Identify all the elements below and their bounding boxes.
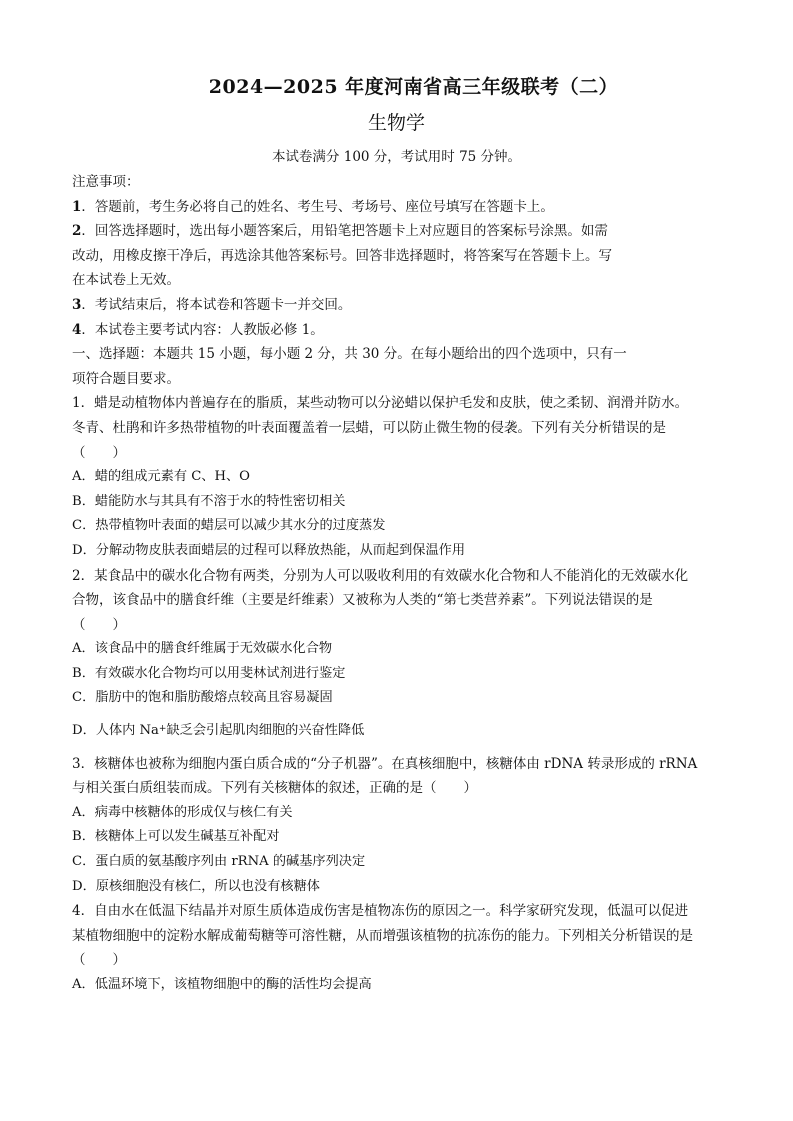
instruction-1-number: 1 bbox=[72, 198, 82, 215]
exam-note: 本试卷满分 100 分，考试用时 75 分钟。 bbox=[271, 149, 522, 165]
instruction-4-text: ．本试卷主要考试内容：人教版必修 1。 bbox=[81, 321, 324, 338]
section1-heading-line2: 项符合题目要求。 bbox=[72, 370, 180, 387]
instruction-2-text-line3: 在本试卷上无效。 bbox=[72, 272, 180, 289]
question-2-option-d bbox=[72, 719, 721, 744]
question-3-stem-line2: 与相关蛋白质组装而成。下列有关核糖体的叙述，正确的是（ ） bbox=[72, 780, 477, 797]
instruction-2-text-line2: 改动，用橡皮擦干净后，再选涂其他答案标号。回答非选择题时，将答案写在答题卡上。写 bbox=[72, 247, 612, 264]
question-3-option-c: C．蛋白质的氨基酸序列由 rRNA 的碱基序列决定 bbox=[72, 854, 366, 870]
question-3-option-a: A．病毒中核糖体的形成仅与核仁有关 bbox=[72, 804, 293, 820]
instruction-4 bbox=[72, 318, 721, 343]
instructions-heading: 注意事项： bbox=[72, 174, 140, 190]
instruction-3 bbox=[72, 293, 721, 318]
question-3-option-d: D．原核细胞没有核仁，所以也没有核糖体 bbox=[72, 878, 320, 894]
instruction-3-text: ．考试结束后，将本试卷和答题卡一并交回。 bbox=[81, 296, 352, 313]
instruction-3-number: 3 bbox=[72, 296, 82, 313]
question-1-option-c: C．热带植物叶表面的蜡层可以减少其水分的过度蒸发 bbox=[72, 518, 386, 534]
instruction-2-text-line1: ．回答选择题时，选出每小题答案后，用铅笔把答题卡上对应题目的答案标号涂黑。如需 bbox=[81, 223, 608, 240]
question-4-stem-line1: 4．自由水在低温下结晶并对原生质体造成伤害是植物冻伤的原因之一。科学家研究发现，低温可以促进 bbox=[72, 903, 689, 920]
question-2-option-a: A．该食品中的膳食纤维属于无效碳水化合物 bbox=[72, 641, 333, 657]
exam-title: 2024—2025 年度河南省高三年级联考（二） bbox=[208, 76, 619, 98]
question-2-stem-line2: 合物，该食品中的膳食纤维（主要是纤维素）又被称为人类的“第七类营养素”。下列说法错误的是 bbox=[72, 592, 653, 609]
instruction-1-text: ．答题前，考生务必将自己的姓名、考生号、考场号、座位号填写在答题卡上。 bbox=[81, 198, 554, 215]
question-1-stem-line2: 冬青、杜鹃和许多热带植物的叶表面覆盖着一层蜡，可以防止微生物的侵袭。下列有关分析错误的是 bbox=[72, 419, 666, 436]
question-2-option-d-suffix: 缺乏会引起肌肉细胞的兴奋性降低 bbox=[166, 723, 365, 739]
question-2-answer-blank: （ ） bbox=[72, 616, 126, 633]
question-4-answer-blank: （ ） bbox=[72, 952, 126, 969]
instruction-2-number: 2 bbox=[72, 223, 82, 240]
question-3-stem-line1: 3．核糖体也被称为细胞内蛋白质合成的“分子机器”。在真核细胞中，核糖体由 rDNA 转录形成的 rRNA bbox=[72, 755, 698, 772]
question-4-option-a: A．低温环境下，该植物细胞中的酶的活性均会提高 bbox=[72, 977, 372, 992]
question-2-option-c: C．脂肪中的饱和脂肪酸熔点较高且容易凝固 bbox=[72, 690, 333, 706]
instruction-1 bbox=[72, 195, 721, 220]
question-1-answer-blank: （ ） bbox=[72, 444, 126, 461]
instruction-4-number: 4 bbox=[72, 321, 82, 338]
question-1-stem-line1: 1．蜡是动植物体内普遍存在的脂质，某些动物可以分泌蜡以保护毛发和皮肤，使之柔韧、润滑并防水。 bbox=[72, 395, 689, 412]
question-2-stem-line1: 2．某食品中的碳水化合物有两类，分别为人可以吸收利用的有效碳水化合物和人不能消化的无效碳水化 bbox=[72, 567, 689, 584]
question-1-option-b: B．蜡能防水与其具有不溶于水的特性密切相关 bbox=[72, 493, 346, 509]
question-1-option-d: D．分解动物皮肤表面蜡层的过程可以释放热能，从而起到保温作用 bbox=[72, 542, 466, 558]
question-1-option-a: A．蜡的组成元素有 C、H、O bbox=[72, 469, 250, 485]
question-2-option-d-prefix: D．人体内 Na bbox=[72, 723, 159, 739]
question-2-option-b: B．有效碳水化合物均可以用斐林试剂进行鉴定 bbox=[72, 665, 346, 681]
subject-title: 生物学 bbox=[367, 112, 425, 134]
section1-heading-line1: 一、选择题：本题共 15 小题，每小题 2 分，共 30 分。在每小题给出的四个选项中，只有一 bbox=[72, 346, 627, 363]
question-4-stem-line2: 某植物细胞中的淀粉水解成葡萄糖等可溶性糖，从而增强该植物的抗冻伤的能力。下列相关分析错误的是 bbox=[72, 927, 693, 944]
instruction-2-line1 bbox=[72, 219, 721, 244]
question-2-option-d-superscript: + bbox=[158, 724, 167, 735]
question-3-option-b: B．核糖体上可以发生碱基互补配对 bbox=[72, 829, 280, 845]
